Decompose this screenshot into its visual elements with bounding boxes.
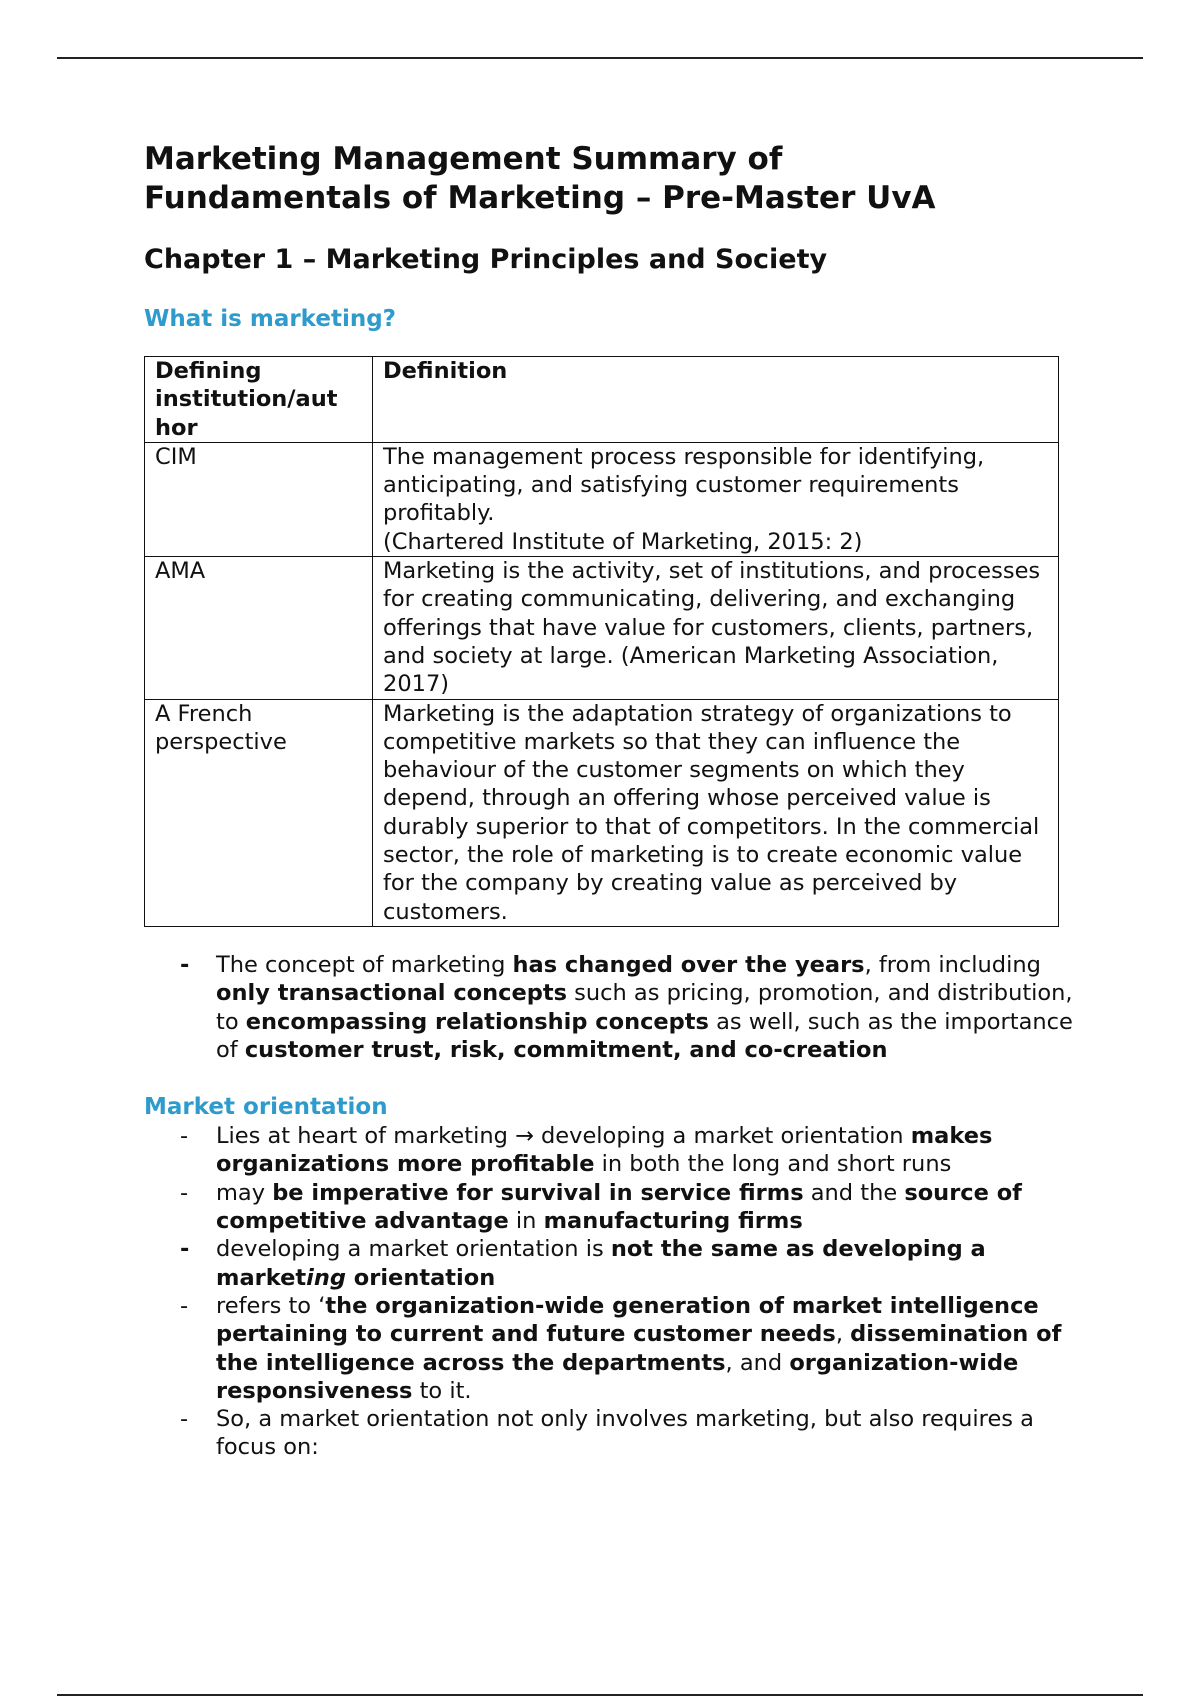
- bullet-text: may: [216, 1179, 273, 1206]
- bullet-dash: -: [180, 1236, 190, 1263]
- bullet-dash: -: [180, 951, 190, 978]
- document-page: [144, 140, 1074, 1462]
- table-cell-definition: [373, 442, 1059, 556]
- bullet-text: The concept of marketing: [216, 951, 513, 978]
- document-title-line-2: Fundamentals of Marketing – Pre-Master UvA: [144, 180, 936, 216]
- list-item: [144, 1122, 1074, 1179]
- bullet-bold: the organization-wide generation of market intelligence pertaining to current and future customer needs: [216, 1292, 1039, 1348]
- bullet-text: as well, such as the importance of: [216, 1008, 1073, 1063]
- bullet-bold: has changed over the years: [512, 951, 865, 978]
- document-title-line-1: Marketing Management Summary of: [144, 141, 783, 177]
- bullet-bold: be imperative for survival in service firms: [272, 1179, 804, 1206]
- bullet-bold: manufacturing firms: [543, 1208, 803, 1235]
- bullet-text: ,: [835, 1321, 851, 1348]
- section-heading-what-is-marketing: What is marketing?: [144, 306, 397, 332]
- bullet-text: developing a market orientation is: [216, 1236, 611, 1263]
- bullet-bold: not the same as developing a market: [216, 1236, 986, 1291]
- table-row: [145, 442, 1059, 556]
- table-cell-author: A French perspective: [145, 699, 373, 926]
- bullet-bold: encompassing relationship concepts: [245, 1008, 709, 1035]
- bullet-text: , and: [725, 1349, 790, 1376]
- table-cell-definition: Marketing is the adaptation strategy of organizations to competitive markets so that they can influence the behaviour of the customer segments on which they depend, through an offering whose perceived value is durably superior to that of competitors. In the commercial sector, the role of marketing is to create economic value for the company by creating value as perceived by customers.: [373, 699, 1059, 926]
- bullet-text: and the: [803, 1179, 905, 1206]
- bullet-bold: dissemination of the intelligence across the departments: [216, 1321, 1062, 1376]
- bullet-bold: customer trust, risk, commitment, and co-creation: [244, 1036, 888, 1063]
- definition-citation: (Chartered Institute of Marketing, 2015: 2): [383, 528, 863, 555]
- bullet-dash: -: [180, 1406, 189, 1433]
- footer-rule: [57, 1694, 1143, 1696]
- market-orientation-list: [144, 1122, 1074, 1462]
- list-item: [144, 1235, 1074, 1292]
- bullet-bold: orientation: [345, 1264, 496, 1291]
- bullet-bold-italic: ing: [306, 1264, 346, 1291]
- list-item: [144, 1405, 1074, 1462]
- bullet-bold: source of competitive advantage: [216, 1179, 1022, 1235]
- bullet-text: , from including: [864, 951, 1041, 978]
- definition-text: The management process responsible for identifying, anticipating, and satisfying customer requirements profitably.: [383, 443, 985, 527]
- bullet-text: So, a market orientation not only involves marketing, but also requires a focus on:: [216, 1406, 1034, 1461]
- table-cell-definition: Marketing is the activity, set of institutions, and processes for creating communicating, delivering, and exchanging offerings that have value for customers, clients, partners, and society at large. (American Marketing Association, 2017): [373, 557, 1059, 699]
- bullet-dash: -: [180, 1292, 189, 1319]
- table-header-cell-author: Defining institution/aut hor: [145, 357, 373, 443]
- bullet-text: refers to ‘: [216, 1292, 326, 1319]
- table-header-cell-definition: Definition: [373, 357, 1059, 443]
- bullet-text: in both the long and short runs: [594, 1151, 952, 1178]
- definitions-table: [144, 356, 1059, 927]
- list-item: [144, 951, 1074, 1064]
- bullet-dash: -: [180, 1123, 189, 1150]
- table-row: [145, 557, 1059, 699]
- list-item: [144, 1179, 1074, 1236]
- concept-bullet-list: [144, 951, 1074, 1064]
- table-header-row: [145, 357, 1059, 443]
- bullet-text: to it.: [412, 1377, 472, 1404]
- header-rule: [57, 57, 1143, 59]
- table-cell-author: CIM: [145, 442, 373, 556]
- list-item: [144, 1292, 1074, 1405]
- chapter-heading: Chapter 1 – Marketing Principles and Society: [144, 244, 828, 275]
- bullet-bold: makes organizations more profitable: [216, 1123, 993, 1178]
- bullet-text: Lies at heart of marketing → developing a market orientation: [216, 1123, 911, 1150]
- bullet-dash: -: [180, 1179, 189, 1206]
- bullet-bold: only transactional concepts: [216, 980, 567, 1007]
- document-title: [144, 140, 1074, 218]
- bullet-text: such as pricing, promotion, and distribution, to: [216, 980, 1073, 1035]
- table-row: [145, 699, 1059, 926]
- bullet-bold: organization-wide responsiveness: [216, 1349, 1019, 1404]
- table-cell-author: AMA: [145, 557, 373, 699]
- bullet-text: in: [508, 1208, 544, 1235]
- section-heading-market-orientation: Market orientation: [144, 1094, 388, 1121]
